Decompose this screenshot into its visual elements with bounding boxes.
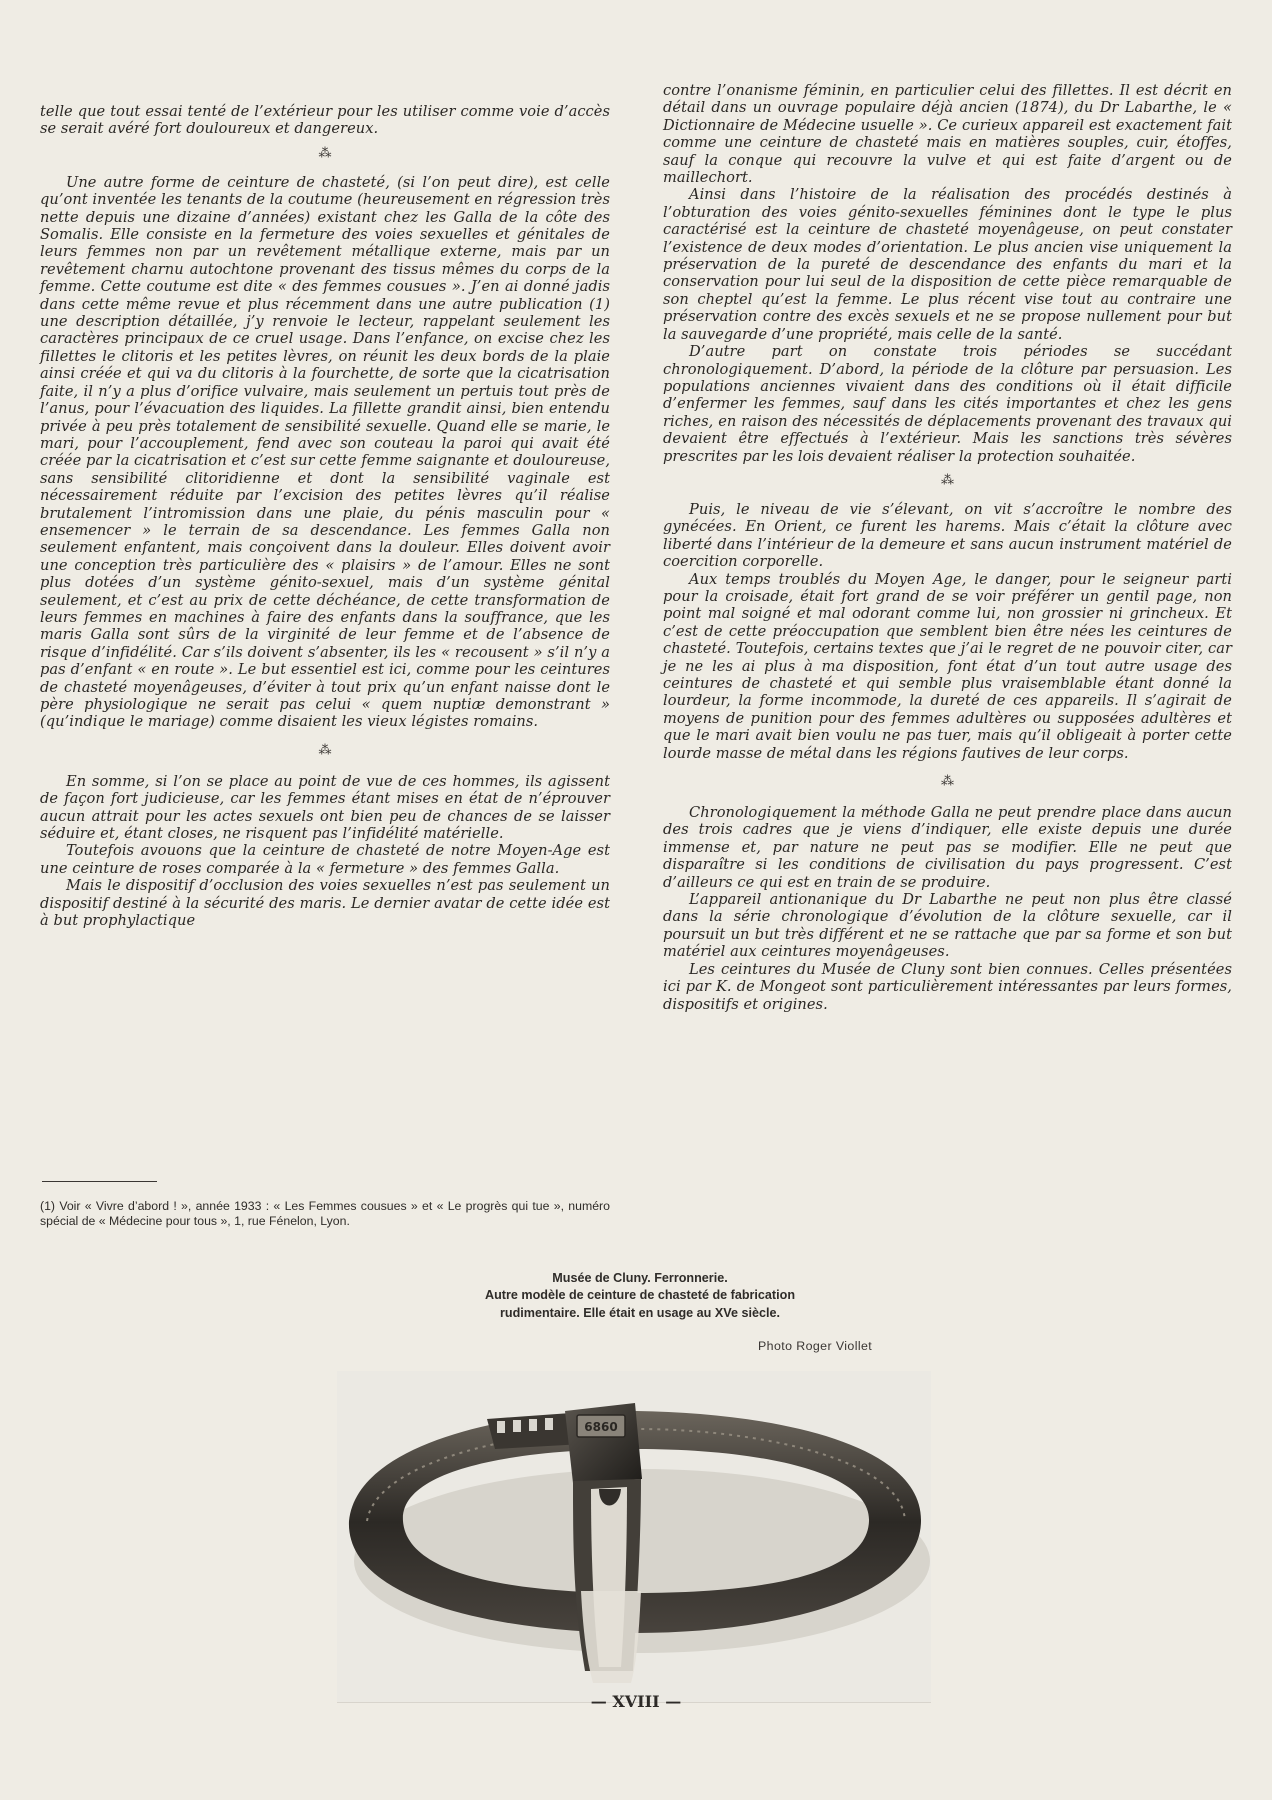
left-text-column bbox=[40, 103, 610, 929]
chastity-belt-image bbox=[337, 1371, 931, 1702]
footnote bbox=[40, 1199, 610, 1230]
footnote-divider bbox=[42, 1181, 157, 1182]
section-ornament: ⁂ bbox=[318, 742, 332, 758]
section-ornament: ⁂ bbox=[941, 774, 954, 790]
paragraph: D’autre part on constate trois périodes se succédant chronologiquement. D’abord, la période de la clôture par persuasion. Les populations anciennes vivaient dans des conditions où il était difficile d’enfermer les femmes, sauf dans les cités importantes et chez les gens riches, en raison des nécessités de déplacements provenant des travaux qui devaient être effectués à l’extérieur. Mais les sanctions très sévères prescrites par les lois devaient réaliser la protection souhaitée. bbox=[663, 343, 1232, 465]
lock-number: 6860 bbox=[584, 1420, 618, 1434]
paragraph: Mais le dispositif d’occlusion des voies sexuelles n’est pas seulement un dispositif destiné à la sécurité des maris. Le dernier avatar de cette idée est à but prophylactique bbox=[40, 877, 610, 930]
paragraph: En somme, si l’on se place au point de vue de ces hommes, ils agissent de façon fort judicieuse, car les femmes étant mises en état de n’éprouver aucun attrait pour les actes sexuels ont bien peu de chances de se laisser séduire et, étant closes, ne risquent pas l’infidélité matérielle. bbox=[40, 772, 610, 843]
paragraph: telle que tout essai tenté de l’extérieur pour les utiliser comme voie d’accès se serait avéré fort douloureux et dangereux. bbox=[40, 103, 610, 138]
chastity-belt-photo bbox=[337, 1371, 931, 1703]
footnote-text: (1) Voir « Vivre d’abord ! », année 1933 : « Les Femmes cousues » et « Le progrès qui tue », numéro spécial de « Médecine pour tous », 1, rue Fénelon, Lyon. bbox=[40, 1199, 610, 1229]
caption-line: Autre modèle de ceinture de chasteté de fabrication bbox=[484, 1288, 796, 1303]
photo-credit: Photo Roger Viollet bbox=[758, 1339, 873, 1353]
paragraph: contre l’onanisme féminin, en particulier celui des fillettes. Il est décrit en détail dans un ouvrage populaire déjà ancien (1874), du Dr Labarthe, le « Dictionnaire de Médecine usuelle ». Ce curieux appareil est exactement fait comme une ceinture de chasteté mais en matières souples, cuir, étoffes, sauf la conque qui recouvre la vulve et qui est faite d’argent ou de maillechort. bbox=[663, 82, 1232, 187]
paragraph: Chronologiquement la méthode Galla ne peut prendre place dans aucun des trois cadres que je viens d’indiquer, elle existe depuis une durée immense et, par nature ne peut pas se modifier. Elle ne peut que disparaître si les conditions de civilisation du pays progressent. C’est d’ailleurs ce qui est en train de se produire. bbox=[663, 804, 1232, 891]
photo-caption bbox=[380, 1270, 900, 1322]
right-text-column bbox=[663, 82, 1232, 1013]
paragraph: Une autre forme de ceinture de chasteté, (si l’on peut dire), est celle qu’ont inventée les tenants de la coutume (heureusement en régression très nette depuis une dizaine d’années) existant chez les Galla de la côte des Somalis. Elle consiste en la fermeture des voies sexuelles et génitales de leurs femmes non par un revêtement métallique externe, mais par un revêtement charnu autochtone provenant des tissus mêmes du corps de la femme. Cette coutume est dite « des femmes cousues ». J’en ai donné jadis dans cette même revue et plus récemment dans une autre publication (1) une description détaillée, j’y renvoie le lecteur, rappelant seulement les caractères principaux de ce cruel usage. Dans l’enfance, on excise chez les fillettes le clitoris et les petites lèvres, on réunit les deux bords de la plaie ainsi créée et qui va du clitoris à la fourchette, de sorte que la cicatrisation faite, il n’y a plus d’orifice vulvaire, mais seulement un pertuis tout près de l’anus, pour l’évacuation des liquides. La fillette grandit ainsi, bien entendu privée à peu près totalement de sensibilité sexuelle. Quand elle se marie, le mari, pour l’accouplement, fend avec son couteau la paroi qui avait été créée par la cicatrisation et c’est sur cette femme saignante et douloureuse, sans sensibilité clitoridienne et dont la sensibilité vaginale est nécessairement réduite par l’excision des petites lèvres qu’il réalise brutalement l’intromission dans une plaie, du pénis masculin pour « ensemencer » le terrain de sa descendance. Les femmes Galla non seulement enfantent, mais conçoivent dans la douleur. Elles doivent avoir une conception très particulière des « plaisirs » de l’amour. Elles ne sont plus dotées d’un système génito-sexuel, mais d’un système génital seulement, et c’est au prix de cette déchéance, de cette transformation de leurs femmes en machines à faire des enfants dans la souffrance, que les maris Galla sont sûrs de la virginité de leur femme et de l’absence de risque d’infidélité. Car s’ils doivent s’absenter, ils les « recousent » s’il n’y a pas d’enfant « en route ». Le but essentiel est ici, comme pour les ceintures de chasteté moyenâgeuses, d’éviter à tout prix qu’un enfant naisse dont le père physiologique ne serait pas celui « quem nuptiæ demonstrant » (qu’indique le mariage) comme disaient les vieux légistes romains. bbox=[40, 173, 611, 731]
paragraph: Toutefois avouons que la ceinture de chasteté de notre Moyen-Age est une ceinture de roses comparée à la « fermeture » des femmes Galla. bbox=[40, 842, 610, 877]
section-ornament: ⁂ bbox=[318, 145, 332, 161]
page-number: — XVIII — bbox=[590, 1692, 682, 1711]
caption-line: rudimentaire. Elle était en usage au XVe siècle. bbox=[500, 1305, 780, 1320]
paragraph: L’appareil antionanique du Dr Labarthe ne peut non plus être classé dans la série chronologique d’évolution de la clôture sexuelle, car il poursuit un but très différent et ne se rattache que par sa forme et son but matériel aux ceintures moyenâgeuses. bbox=[663, 891, 1232, 961]
paragraph: Ainsi dans l’histoire de la réalisation des procédés destinés à l’obturation des voies génito-sexuelles féminines dont le type le plus caractérisé est la ceinture de chasteté moyenâgeuse, on peut constater l’existence de deux modes d’orientation. Le plus ancien vise uniquement la préservation de la pureté de descendance des enfants du mari et la conservation pour lui seul de la disposition de cette pièce remarquable de son cheptel qu’est la femme. Le plus récent vise tout au contraire une préservation contre des excès sexuels et ne se propose nullement pour but la sauvegarde d’une propriété, mais celle de la santé. bbox=[663, 186, 1232, 343]
caption-line: Musée de Cluny. Ferronnerie. bbox=[552, 1271, 728, 1285]
paragraph: Puis, le niveau de vie s’élevant, on vit s’accroître le nombre des gynécées. En Orient, ce furent les harems. Mais c’était la clôture avec liberté dans l’intérieur de la demeure et sans aucun instrument matériel de coercition corporelle. bbox=[663, 500, 1232, 571]
section-ornament: ⁂ bbox=[941, 472, 954, 488]
paragraph: Les ceintures du Musée de Cluny sont bien connues. Celles présentées ici par K. de Mongeot sont particulièrement intéressantes par leurs formes, dispositifs et origines. bbox=[663, 960, 1232, 1013]
paragraph: Aux temps troublés du Moyen Age, le danger, pour le seigneur parti pour la croisade, était fort grand de se voir préférer un gentil page, non point mal soigné et mal odorant comme lui, non grossier ni grincheux. Et c’est de cette préoccupation que semblent bien être nées les ceintures de chasteté. Toutefois, certains textes que j’ai le regret de ne pouvoir citer, car je ne les ai plus à ma disposition, font état d’un tout autre usage des ceintures de chasteté et qui semble plus vraisemblable étant donné la lourdeur, la forme incommode, la dureté de ces appareils. Il s’agirait de moyens de punition pour des femmes adultères ou supposées adultères et que le mari avait bien voulu ne pas tuer, mais qu’il obligeait à porter cette lourde masse de métal dans les régions fautives de leur corps. bbox=[663, 570, 1232, 762]
